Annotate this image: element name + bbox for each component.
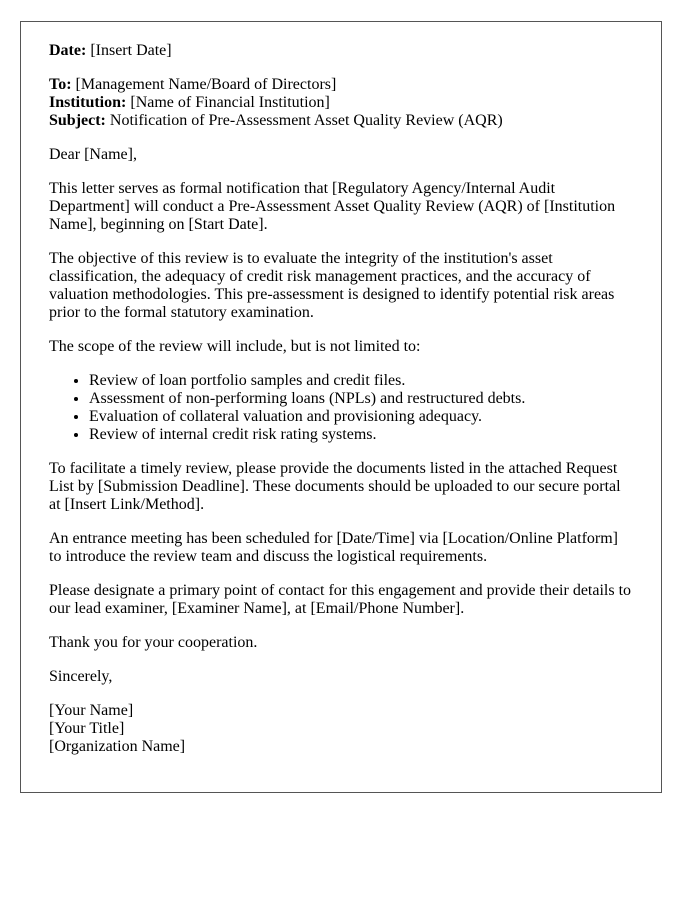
thanks-line: Thank you for your cooperation. [49, 634, 258, 651]
to-value: [Management Name/Board of Directors] [75, 76, 337, 93]
date-value: [Insert Date] [90, 42, 172, 59]
letter-document [20, 21, 662, 793]
salutation: Dear [Name], [49, 146, 137, 163]
institution-value: [Name of Financial Institution] [130, 94, 330, 111]
list-item: • Evaluation of collateral valuation and provisioning adequacy. [89, 408, 633, 426]
list-item: • Review of internal credit risk rating systems. [89, 426, 633, 444]
contact-paragraph: Please designate a primary point of contact for this engagement and provide their details to our lead examiner, [Examiner Name], at [Email/Phone Number]. [49, 582, 632, 617]
scope-intro: The scope of the review will include, but is not limited to: [49, 338, 421, 355]
documents-paragraph: To facilitate a timely review, please provide the documents listed in the attached Request List by [Submission Deadline]. These documents should be uploaded to our secure portal at [Insert Link/Method]. [49, 460, 621, 513]
objective-paragraph: The objective of this review is to evaluate the integrity of the institution's asset classification, the adequacy of credit risk management practices, and the accuracy of valuation methodologies. This pre-assessment is designed to identify potential risk areas prior to the formal statutory examination. [49, 250, 615, 321]
date-line [49, 42, 633, 60]
signoff: Sincerely, [49, 668, 113, 685]
scope-list [49, 372, 633, 444]
list-item: • Assessment of non-performing loans (NPLs) and restructured debts. [89, 390, 633, 408]
subject-value: Notification of Pre-Assessment Asset Quality Review (AQR) [109, 112, 503, 129]
sender-organization: [Organization Name] [49, 738, 186, 755]
to-label: To: [49, 76, 72, 93]
address-block [49, 76, 633, 130]
meeting-paragraph: An entrance meeting has been scheduled for [Date/Time] via [Location/Online Platform] to introduce the review team and discuss the logistical requirements. [49, 530, 618, 565]
sender-name: [Your Name] [49, 702, 134, 719]
notification-paragraph: This letter serves as formal notification that [Regulatory Agency/Internal Audit Department] will conduct a Pre-Assessment Asset Quality Review (AQR) of [Institution Name], beginning on [Start Date]. [49, 180, 616, 233]
sender-title: [Your Title] [49, 720, 125, 737]
list-item: • Review of loan portfolio samples and credit files. [89, 372, 633, 390]
signature-block [49, 702, 633, 756]
subject-label: Subject: [49, 112, 106, 129]
institution-label: Institution: [49, 94, 127, 111]
date-label: Date: [49, 42, 87, 59]
